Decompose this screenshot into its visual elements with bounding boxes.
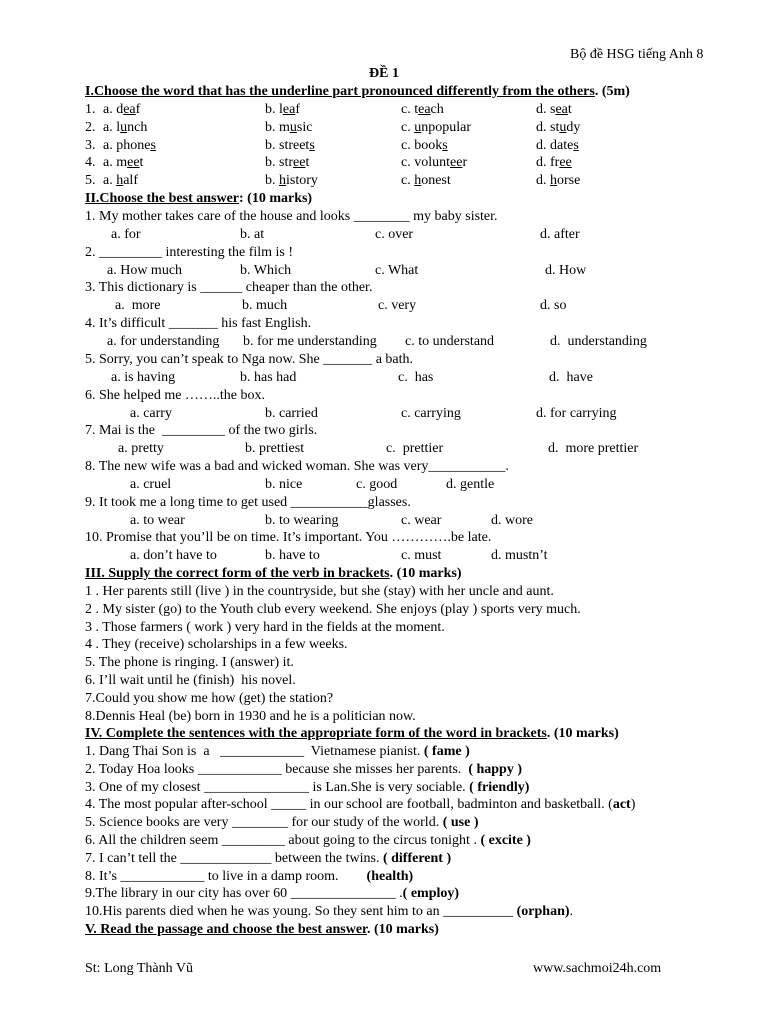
word-form-sentence bbox=[85, 850, 451, 867]
option-a bbox=[103, 154, 143, 171]
word-form-sentence bbox=[85, 779, 529, 796]
verb-sentence: 7.Could you show me how (get) the station? bbox=[85, 690, 334, 706]
option-suffix: t bbox=[305, 155, 310, 171]
option-b bbox=[265, 101, 300, 118]
underlined-part: u bbox=[414, 119, 422, 135]
verb-sentence: 8.Dennis Heal (be) born in 1930 and he is a politician now. bbox=[85, 708, 416, 724]
root-word: (health) bbox=[366, 868, 414, 884]
verb-sentence: 5. The phone is ringing. I (answer) it. bbox=[85, 655, 294, 671]
option-prefix: a. d bbox=[103, 102, 124, 117]
question-text: 8. The new wife was a bad and wicked woman. She was very___________. bbox=[85, 458, 509, 474]
option-prefix: c. bbox=[401, 119, 415, 135]
question-text: 10. Promise that you’ll be on time. It’s important. You ………….be late. bbox=[85, 530, 492, 546]
document-header: Bộ đề HSG tiếng Anh 8 bbox=[570, 47, 704, 62]
option-prefix: b. bbox=[265, 173, 279, 188]
option-prefix: b. street bbox=[265, 137, 310, 153]
root-word: ( employ) bbox=[402, 886, 460, 902]
option-suffix: ch bbox=[430, 102, 444, 117]
underlined-part: ee bbox=[450, 155, 463, 171]
answer-option-c: c. to understand bbox=[405, 334, 495, 350]
underlined-part: h bbox=[550, 173, 557, 188]
section-5-heading: V. Read the passage and choose the best answer. (10 marks) bbox=[85, 922, 439, 937]
answer-option-c: c. has bbox=[398, 369, 434, 385]
underlined-part: ee bbox=[559, 155, 572, 171]
answer-option-b: b. carried bbox=[265, 405, 318, 421]
question-text: 6. She helped me ……..the box. bbox=[85, 387, 266, 403]
answer-option-c: c. over bbox=[375, 227, 414, 242]
section-2-heading: II.Choose the best answer: (10 marks) bbox=[85, 191, 313, 206]
exam-title: ĐỀ 1 bbox=[369, 66, 399, 81]
root-word: (orphan) bbox=[516, 904, 570, 920]
answer-option-a: a. carry bbox=[130, 405, 172, 421]
answer-option-d: d. after bbox=[540, 227, 580, 242]
answer-option-b: b. Which bbox=[240, 262, 292, 278]
option-a bbox=[103, 172, 138, 189]
answer-option-d: d. How bbox=[545, 262, 587, 278]
answer-option-c: c. must bbox=[401, 548, 442, 564]
option-prefix: d. s bbox=[536, 102, 556, 117]
answer-option-a: a. more bbox=[115, 298, 161, 314]
answer-option-d: d. mustn’t bbox=[491, 548, 548, 564]
underlined-part: s bbox=[442, 137, 448, 153]
underlined-part: ee bbox=[293, 155, 306, 171]
answer-option-d: d. wore bbox=[491, 512, 533, 528]
sentence-text: 1. Dang Thai Son is a ____________ Vietnamese pianist. bbox=[85, 744, 424, 759]
footer-website: www.sachmoi24h.com bbox=[533, 961, 662, 976]
underlined-part: ee bbox=[127, 155, 140, 171]
answer-option-d: d. understanding bbox=[550, 334, 647, 350]
option-d bbox=[536, 154, 572, 171]
word-form-sentence bbox=[85, 814, 478, 831]
answer-option-b: b. to wearing bbox=[265, 512, 339, 528]
option-b bbox=[265, 154, 309, 171]
option-suffix: t bbox=[567, 102, 572, 117]
root-word: ( fame ) bbox=[423, 744, 470, 759]
question-text: 2. _________ interesting the film is ! bbox=[85, 244, 294, 260]
answer-option-d: d. gentle bbox=[446, 476, 495, 492]
answer-option-c: c. carrying bbox=[401, 405, 461, 421]
answer-option-b: b. at bbox=[240, 227, 265, 242]
answer-option-a: a. pretty bbox=[118, 441, 164, 457]
answer-option-a: a. for bbox=[111, 227, 141, 242]
option-a bbox=[103, 137, 156, 154]
answer-option-c: c. good bbox=[356, 476, 398, 492]
question-number: 3. bbox=[85, 137, 96, 153]
root-word: ( excite ) bbox=[480, 833, 531, 848]
option-suffix: istory bbox=[286, 173, 318, 188]
answer-option-a: a. for understanding bbox=[107, 334, 220, 350]
option-d bbox=[536, 137, 579, 154]
root-word: ( happy ) bbox=[468, 761, 522, 777]
option-suffix: nch bbox=[127, 119, 148, 135]
answer-option-b: b. have to bbox=[265, 548, 320, 564]
root-word: ( friendly) bbox=[469, 779, 530, 795]
answer-option-d: d. have bbox=[549, 369, 593, 385]
underlined-part: ea bbox=[418, 102, 431, 117]
word-form-sentence bbox=[85, 761, 522, 778]
answer-option-a: a. is having bbox=[111, 369, 176, 385]
option-prefix: a. bbox=[103, 173, 117, 188]
option-suffix: sic bbox=[296, 119, 313, 135]
option-suffix: orse bbox=[557, 173, 581, 188]
question-text: 9. It took me a long time to get used ___________glasses. bbox=[85, 494, 411, 510]
question-number: 5. bbox=[85, 173, 96, 188]
answer-option-a: a. don’t have to bbox=[130, 548, 217, 564]
question-text: 3. This dictionary is ______ cheaper than the other. bbox=[85, 280, 373, 296]
section-1-heading: I.Choose the word that has the underline part pronounced differently from the others. (5m) bbox=[85, 84, 630, 99]
sentence-text: 6. All the children seem _________ about going to the circus tonight . bbox=[85, 833, 481, 848]
question-text: 5. Sorry, you can’t speak to Nga now. She _______ a bath. bbox=[85, 351, 414, 367]
question-text: 1. My mother takes care of the house and looks ________ my baby sister. bbox=[85, 209, 498, 224]
underlined-part: u bbox=[559, 119, 567, 135]
option-c bbox=[401, 137, 448, 154]
underlined-part: ea bbox=[282, 102, 296, 117]
option-prefix: c. t bbox=[401, 102, 419, 117]
answer-option-b: b. for me understanding bbox=[243, 334, 377, 350]
answer-option-c: c. wear bbox=[401, 512, 442, 528]
option-suffix: alf bbox=[123, 173, 138, 188]
root-word: ( different ) bbox=[382, 850, 452, 866]
question-text: 4. It’s difficult _______ his fast English. bbox=[85, 316, 312, 332]
verb-sentence: 6. I’ll wait until he (finish) his novel. bbox=[85, 673, 296, 688]
word-form-sentence bbox=[85, 903, 573, 920]
option-b bbox=[265, 137, 315, 154]
underlined-part: h bbox=[116, 173, 124, 188]
underlined-part: s bbox=[573, 137, 579, 153]
question-number: 2. bbox=[85, 119, 96, 135]
verb-sentence: 2 . My sister (go) to the Youth club every weekend. She enjoys (play ) sports very much. bbox=[85, 601, 581, 617]
option-prefix: d. fr bbox=[536, 155, 560, 171]
answer-option-c: c. very bbox=[378, 298, 417, 314]
option-suffix: t bbox=[139, 155, 144, 171]
underlined-part: u bbox=[120, 119, 128, 135]
answer-option-d: d. more prettier bbox=[548, 441, 639, 457]
option-prefix: c. volunt bbox=[401, 155, 450, 171]
sentence-text: 4. The most popular after-school _____ in our school are football, badminton and basketball. ( bbox=[85, 797, 613, 813]
verb-sentence: 3 . Those farmers ( work ) very hard in the fields at the moment. bbox=[85, 619, 445, 635]
answer-option-c: c. prettier bbox=[386, 441, 444, 457]
verb-sentence: 4 . They (receive) scholarships in a few weeks. bbox=[85, 637, 348, 653]
question-text: 7. Mai is the _________ of the two girls. bbox=[85, 423, 318, 439]
question-number: 1. bbox=[85, 102, 96, 117]
option-suffix: f bbox=[295, 102, 300, 117]
option-prefix: c. bbox=[401, 173, 415, 188]
sentence-text: 7. I can’t tell the _____________ between the twins. bbox=[85, 850, 383, 866]
option-a bbox=[103, 119, 147, 136]
underlined-part: h bbox=[414, 173, 422, 188]
answer-option-b: b. nice bbox=[265, 476, 303, 492]
option-suffix: r bbox=[462, 155, 468, 171]
footer-author: St: Long Thành Vũ bbox=[85, 961, 193, 976]
word-form-sentence bbox=[85, 885, 459, 902]
option-c bbox=[401, 154, 467, 171]
answer-option-d: d. so bbox=[540, 298, 567, 314]
option-prefix: b. str bbox=[265, 155, 293, 171]
answer-option-b: b. has had bbox=[240, 369, 297, 385]
word-form-sentence bbox=[85, 743, 470, 760]
option-prefix: d. bbox=[536, 173, 550, 188]
underlined-part: h bbox=[279, 173, 286, 188]
question-number: 4. bbox=[85, 155, 96, 171]
option-suffix: f bbox=[135, 102, 141, 117]
section-4-heading: IV. Complete the sentences with the appropriate form of the word in brackets. (10 marks) bbox=[85, 726, 619, 741]
underlined-part: ea bbox=[123, 102, 136, 117]
answer-option-b: b. prettiest bbox=[245, 441, 305, 457]
section-3-heading: III. Supply the correct form of the verb in brackets. (10 marks) bbox=[85, 566, 462, 581]
option-prefix: a. m bbox=[103, 155, 128, 171]
verb-sentence: 1 . Her parents still (live ) in the countryside, but she (stay) with her uncle and aunt. bbox=[85, 584, 554, 599]
option-b bbox=[265, 172, 318, 189]
option-prefix: c. book bbox=[401, 137, 443, 153]
option-c bbox=[401, 101, 444, 118]
answer-option-a: a. to wear bbox=[130, 512, 185, 528]
option-prefix: a. phone bbox=[103, 137, 151, 153]
option-prefix: d. date bbox=[536, 137, 574, 153]
sentence-end: ) bbox=[630, 797, 636, 813]
option-prefix: b. m bbox=[265, 119, 290, 135]
option-suffix: dy bbox=[566, 119, 581, 135]
answer-option-a: a. How much bbox=[107, 262, 183, 278]
sentence-text: 8. It’s ____________ to live in a damp room. bbox=[85, 868, 367, 884]
answer-option-c: c. What bbox=[375, 262, 419, 278]
underlined-part: s bbox=[309, 137, 315, 153]
root-word: act bbox=[612, 797, 631, 813]
sentence-end: . bbox=[569, 904, 574, 920]
sentence-text: 9.The library in our city has over 60 _______________ . bbox=[85, 886, 403, 902]
option-prefix: d. st bbox=[536, 119, 560, 135]
option-d bbox=[536, 172, 580, 189]
option-suffix: onest bbox=[421, 173, 451, 188]
option-suffix: npopular bbox=[421, 119, 471, 135]
option-c bbox=[401, 119, 471, 136]
word-form-sentence bbox=[85, 796, 635, 813]
option-prefix: b. l bbox=[265, 102, 283, 117]
option-c bbox=[401, 172, 451, 189]
underlined-part: u bbox=[289, 119, 297, 135]
option-d bbox=[536, 119, 580, 136]
option-a bbox=[103, 101, 140, 118]
answer-option-a: a. cruel bbox=[130, 476, 172, 492]
option-b bbox=[265, 119, 312, 136]
option-d bbox=[536, 101, 572, 118]
sentence-text: 10.His parents died when he was young. So they sent him to an __________ bbox=[85, 904, 517, 920]
option-prefix: a. l bbox=[103, 119, 121, 135]
answer-option-b: b. much bbox=[242, 298, 288, 314]
underlined-part: ea bbox=[555, 102, 568, 117]
sentence-text: 5. Science books are very ________ for our study of the world. bbox=[85, 815, 443, 831]
word-form-sentence bbox=[85, 832, 531, 849]
answer-option-d: d. for carrying bbox=[536, 405, 617, 421]
root-word: ( use ) bbox=[442, 815, 479, 831]
sentence-text: 2. Today Hoa looks ____________ because she misses her parents. bbox=[85, 761, 469, 777]
underlined-part: s bbox=[150, 137, 156, 153]
word-form-sentence bbox=[85, 868, 413, 885]
sentence-text: 3. One of my closest _______________ is Lan.She is very sociable. bbox=[85, 779, 470, 795]
